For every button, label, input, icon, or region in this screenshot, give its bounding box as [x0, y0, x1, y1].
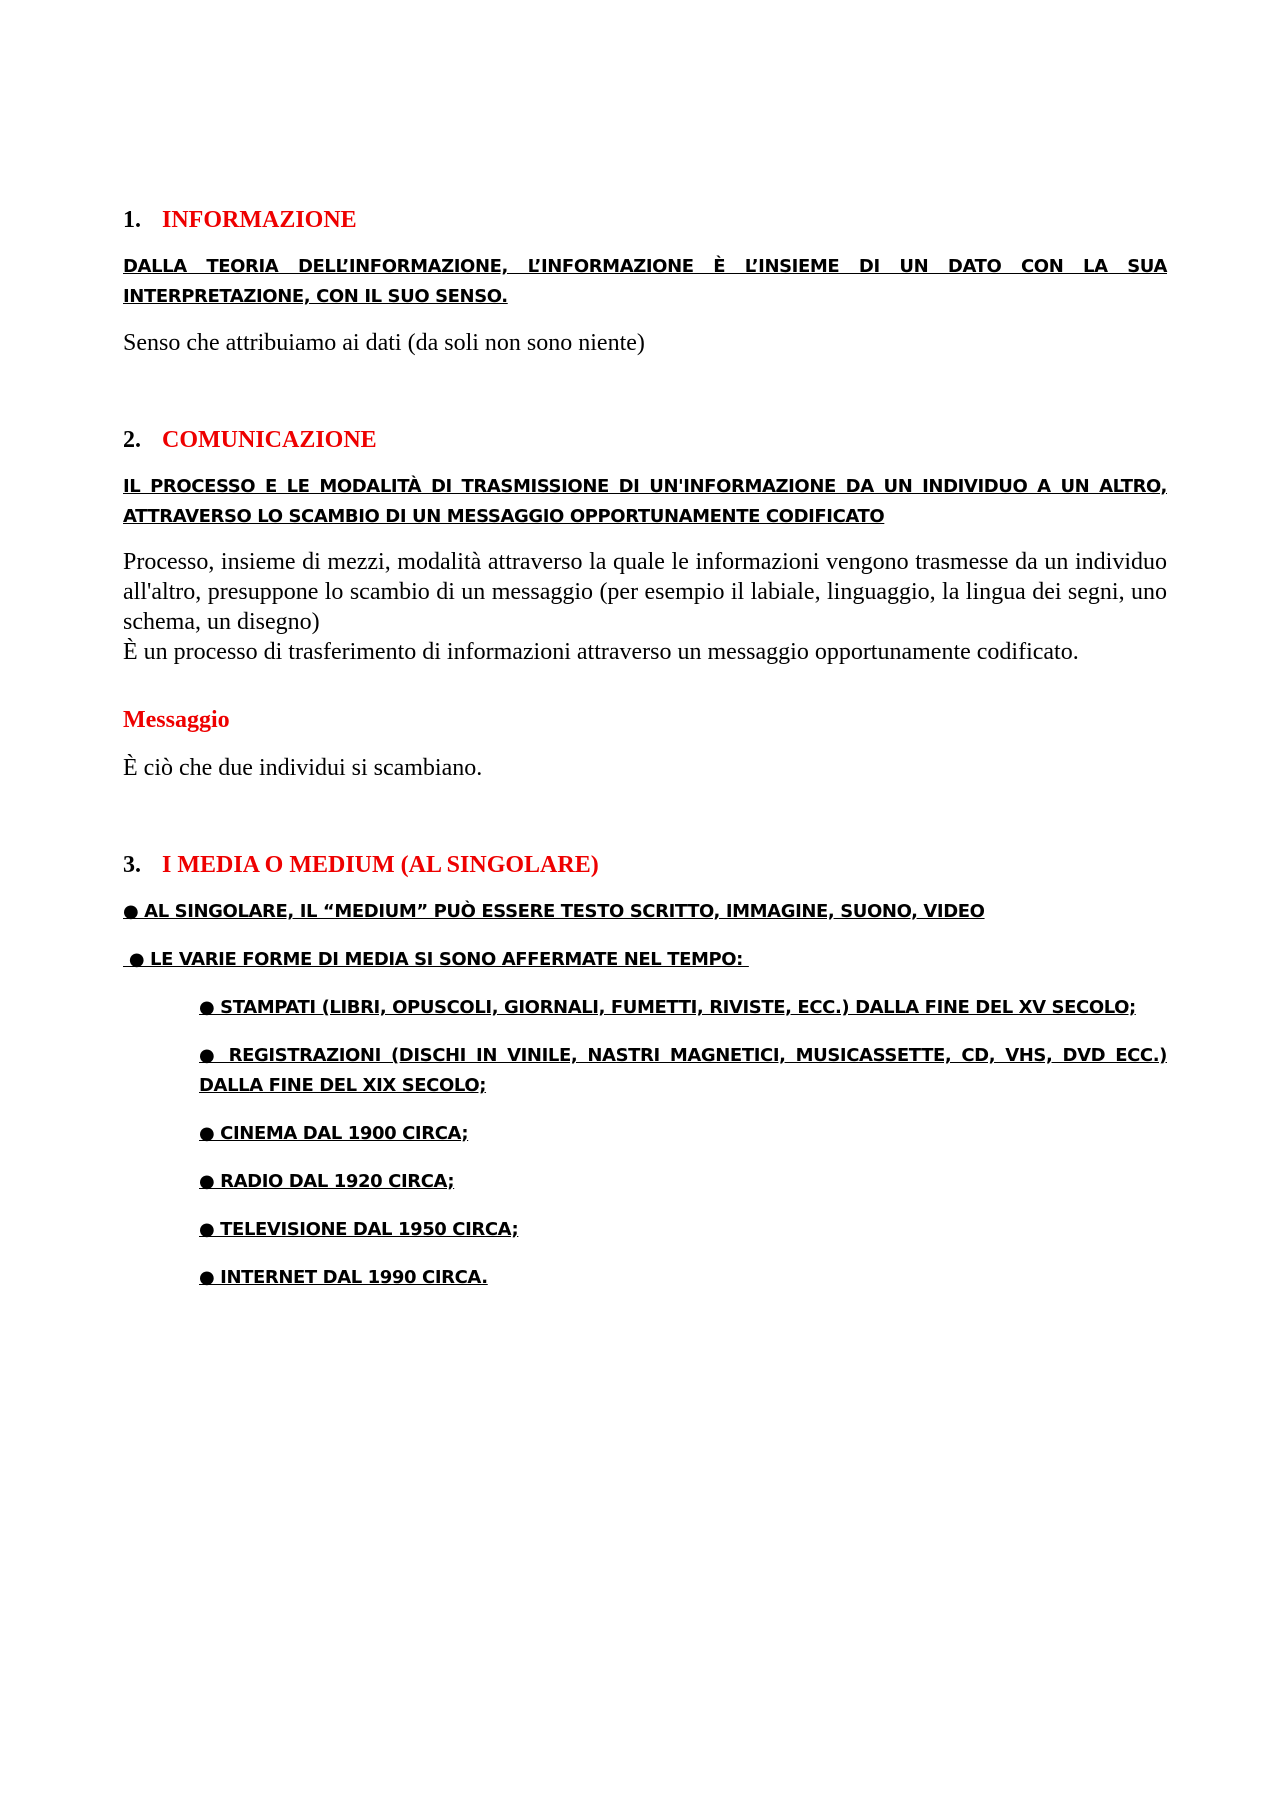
- document-content: [123, 205, 1167, 1293]
- section-title: INFORMAZIONE: [162, 207, 357, 233]
- section-title: I MEDIA O MEDIUM (AL SINGOLARE): [162, 852, 599, 878]
- sub-list-item: ● REGISTRAZIONI (DISCHI IN VINILE, NASTRI MAGNETICI, MUSICASSETTE, CD, VHS, DVD ECC.) DALLA FINE DEL XIX SECOLO;: [199, 1045, 1167, 1096]
- paragraph: È un processo di trasferimento di informazioni attraverso un messaggio opportunamente codificato.: [123, 639, 1079, 665]
- sub-list-item: ● RADIO DAL 1920 CIRCA;: [199, 1171, 455, 1192]
- sub-list-item: ● CINEMA DAL 1900 CIRCA;: [199, 1123, 469, 1144]
- section-number: 3.: [123, 852, 141, 878]
- sub-list-item: ● STAMPATI (LIBRI, OPUSCOLI, GIORNALI, FUMETTI, RIVISTE, ECC.) DALLA FINE DEL XV SECOLO;: [199, 997, 1136, 1018]
- paragraph: Senso che attribuiamo ai dati (da soli non sono niente): [123, 330, 645, 356]
- definition-text: IL PROCESSO E LE MODALITÀ DI TRASMISSIONE DI UN'INFORMAZIONE DA UN INDIVIDUO A UN ALTRO, ATTRAVERSO LO SCAMBIO DI UN MESSAGGIO OPPORTUNAMENTE CODIFICATO: [123, 476, 1167, 527]
- sub-list-item: ● INTERNET DAL 1990 CIRCA.: [199, 1267, 488, 1288]
- section-heading: [123, 205, 1167, 235]
- section-title: COMUNICAZIONE: [162, 427, 377, 453]
- sub-list-item: ● TELEVISIONE DAL 1950 CIRCA;: [199, 1219, 519, 1240]
- paragraph: Processo, insieme di mezzi, modalità attraverso la quale le informazioni vengono trasmesse da un individuo all'altro, presuppone lo scambio di un messaggio (per esempio il labiale, linguaggio, la lingua dei segni, uno schema, un disegno): [123, 549, 1167, 635]
- section-number: 1.: [123, 207, 141, 233]
- list-item: ● LE VARIE FORME DI MEDIA SI SONO AFFERMATE NEL TEMPO:: [123, 949, 749, 970]
- subheading: Messaggio: [123, 707, 230, 733]
- definition-text: DALLA TEORIA DELL’INFORMAZIONE, L’INFORMAZIONE È L’INSIEME DI UN DATO CON LA SUA INTERPRETAZIONE, CON IL SUO SENSO.: [123, 256, 1167, 307]
- section-number: 2.: [123, 427, 141, 453]
- section-heading: [123, 850, 1167, 880]
- section-heading: [123, 425, 1167, 455]
- paragraph: È ciò che due individui si scambiano.: [123, 755, 483, 781]
- list-item: ● AL SINGOLARE, IL “MEDIUM” PUÒ ESSERE TESTO SCRITTO, IMMAGINE, SUONO, VIDEO: [123, 901, 985, 922]
